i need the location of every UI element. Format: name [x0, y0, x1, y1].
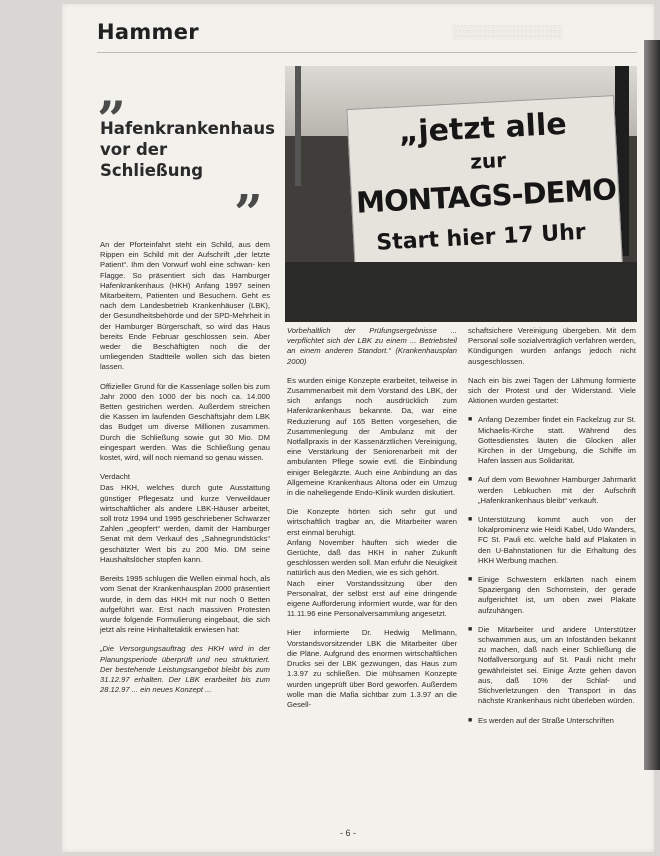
- paragraph: schaftsichere Vereinigung übergeben. Mit dem Personal solle sozialverträglich verfahren werden, Kündigungen wurden anfangs jedoch nicht ausgeschlossen.: [468, 326, 636, 366]
- paragraph: Es wurden einige Konzepte erarbeitet, teilweise in Zusammenarbeit mit dem Vorstand des LBK, der sich anfangs noch ausdrücklich zum Hafenkrankenhaus bekannte. Da, war eine Reduzierung auf 165 Betten vorgesehen, die Zusammenlegung der Ambulanz mit der Notfallpraxis in der Kassenärztlichen Vereinigung, eine Verstärkung der Seniorenarbeit mit der ambulanten Pflege sowie evtl. die Einbindung einiger Belegärzte. Auch eine Anbindung an das Allgemeine Krankenhaus Altona oder ein Umzug in die naheliegende Endo-Klinik wurden diskutiert.: [287, 375, 457, 498]
- page-number: - 6 -: [340, 828, 357, 838]
- photo-tree: [295, 66, 301, 186]
- bullet-item: ■ Es werden auf der Straße Unterschriften: [468, 716, 636, 726]
- column-3: [468, 326, 636, 735]
- banner-line-3: MONTAGS-DEMO: [355, 172, 617, 220]
- close-quote-mark: ”: [234, 183, 263, 242]
- paragraph: Das HKH, welches durch gute Ausstattung günstiger Pflegesatz und kurze Verweildauer wirtschaftlicher als andere LBK-Häuser arbeitet, soll trotz 1994 und 1995 geschriebener Schwarzer Zahlen „geopfert“ werden, damit der Hamburger Senat mit dem Verkauf des „Sahnegrundstücks“ geschätzter Wert bis zu 200 Mio. DM seine Haushaltslöcher stopfen kann.: [100, 483, 270, 564]
- bullet-item: ■ Anfang Dezember findet ein Fackelzug zur St. Michaelis-Kirche statt. Während des Gottesdienstes läuten die Glocken aller Kirchen in der Umgebung, die Schiffe im Hafen lassen aus Solidarität.: [468, 415, 636, 466]
- protest-photo: [285, 66, 637, 322]
- photo-ground: [285, 262, 637, 322]
- paragraph: Nach ein bis zwei Tagen der Lähmung formierte sich der Protest und der Widerstand. Viele Aktionen wurden gestartet:: [468, 375, 636, 406]
- quote-paragraph: „Die Versorgungsauftrag des HKH wird in der Planungsperiode überprüft und neu strukturiert. Der bestehende Leistungsangebot bleibt bis zum 31.12.97 erhalten. Der LBK erarbeitet bis zum 28.12.97 ... ein neues Konzept ...: [100, 644, 270, 695]
- subheading: Verdacht: [100, 472, 130, 482]
- paragraph: Offizieller Grund für die Kassenlage sollen bis zum Jahr 2000 den 1000 der bis noch ca. 14.000 Betten gestrichen werden. Außerdem streichen die Kassen im laufenden Geschäftsjahr dem LBK das Budget um diverse Millionen zusammen. Durch die Schließung sowie gut 30 Mio. DM eingespart werden. Was die Schließung genau kostet, wird, will noch niemand so genau wissen.: [100, 381, 270, 463]
- open-quote-mark: „: [98, 61, 127, 120]
- paragraph: Bereits 1995 schlugen die Wellen einmal hoch, als vom Senat der Krankenhausplan 2000 präsentiert wurde, in dem das HKH mit nur noch 0 Betten aufgeführt war. Erst nach massiven Protesten wurde folgende Formulierung eingebaut, die sich jetzt als reine Hinhaltetaktik erwiesen hat:: [100, 574, 270, 635]
- bullet-item: ■ Auf dem vom Bewohner Hamburger Jahrmarkt werden Lebkuchen mit der Aufschrift „Hafenkrankenhaus bleibt“ verkauft.: [468, 475, 636, 506]
- paragraph: Nach einer Vorstandssitzung über den Personalrat, der selbst erst auf eine dringende eigene Aufforderung informiert wurde, war für den 11.11.96 eine Personalversammlung angesetzt.: [287, 578, 457, 619]
- paragraph: An der Pforteinfahrt steht ein Schild, aus dem Rippen ein Schild mit der Aufschrift „der letzte Patient“. Ihm den Vorwurf wohl eine schwan- ken Flagge. So präsentiert sich das Hamburger Hafenkrankenhaus (HKH) Anfang 1997 seinen Mitarbeitern, Patienten und Besuchern. Geht es nach dem Landesbetrieb Krankenhäuser (LBK), der Gesundheitsbehörde und der SPD-Mehrheit in der Hamburger Bürgerschaft, so wird das Haus bereits Ende Februar geschlossen sein. Aber weder die Beschäftigten noch die der umliegenden Stadtteile wollen sich das bieten lassen.: [100, 240, 270, 372]
- column-2: [287, 326, 457, 719]
- bullet-item: ■ Die Mitarbeiter und andere Unterstützer schwammen aus, um an Infoständen bekannt zu machen, daß nach einer Schließung die Notfallversorgung auf St. Pauli nicht mehr gewährleistet sei. Einige Ärzte gehen davon aus, daß 10% der Schlaf- und Stichverletzungen den Transport in das nächste Krankenhaus nicht überleben würden.: [468, 625, 636, 707]
- scan-shadow-edge: [644, 40, 660, 770]
- banner-line-1: „jetzt alle: [397, 106, 568, 151]
- banner-line-2: zur: [469, 147, 507, 174]
- column-1: [100, 240, 270, 704]
- paragraph: Hier informierte Dr. Hedwig Mellmann, Vorstandsvorsitzender LBK die Mitarbeiter über die Pläne. Aufgrund des enormen wirtschaftlichen Drucks sei der LBK gezwungen, das Haus zum 1.3.97 zu schließen. Die mühsamen Konzepte wurden ungeprüft über Bord geworfen. Außerdem wolle man die Mafia sichtbar zum 1.3.97 an die Gesell-: [287, 628, 457, 709]
- paragraph: Anfang November häuften sich wieder die Gerüchte, daß das HKH in naher Zukunft geschlossen werden soll. Man erfuhr die Neuigkeit natürlich aus den Medien, wie es sich gehört.: [287, 537, 457, 578]
- bullet-item: ■ Unterstützung kommt auch von der lokalprominenz wie Heidi Kabel, Udo Wanders, FC St. Pauli etc. welche bald auf Plakaten in den U-Bahnstationen für die Erhaltung des HKH Werbung machen.: [468, 515, 636, 566]
- banner-line-4: Start hier 17 Uhr: [375, 219, 587, 256]
- bullet-item: ■ Einige Schwestern erklärten nach einem Spaziergang den Schornstein, der gerade aufgerichtet ist, um oben zwei Plakate aufzuhängen.: [468, 575, 636, 616]
- quote-paragraph: Vorbehaltlich der Prüfungsergebnisse ... verpflichtet sich der LBK zu einem ... Betriebsteil an einem anderen Standort.“ (Krankenhausplan 2000): [287, 326, 457, 366]
- section-title: Hammer: [97, 20, 199, 44]
- headline: Hafenkrankenhaus vor der Schließung: [100, 119, 275, 180]
- faded-header-text: ░░░░░░░░░░░░: [452, 24, 563, 39]
- header-rule: [97, 52, 637, 53]
- paragraph: Die Konzepte hörten sich sehr gut und wirtschaftlich tragbar an, die Mitarbeiter waren erst einmal beruhigt.: [287, 507, 457, 537]
